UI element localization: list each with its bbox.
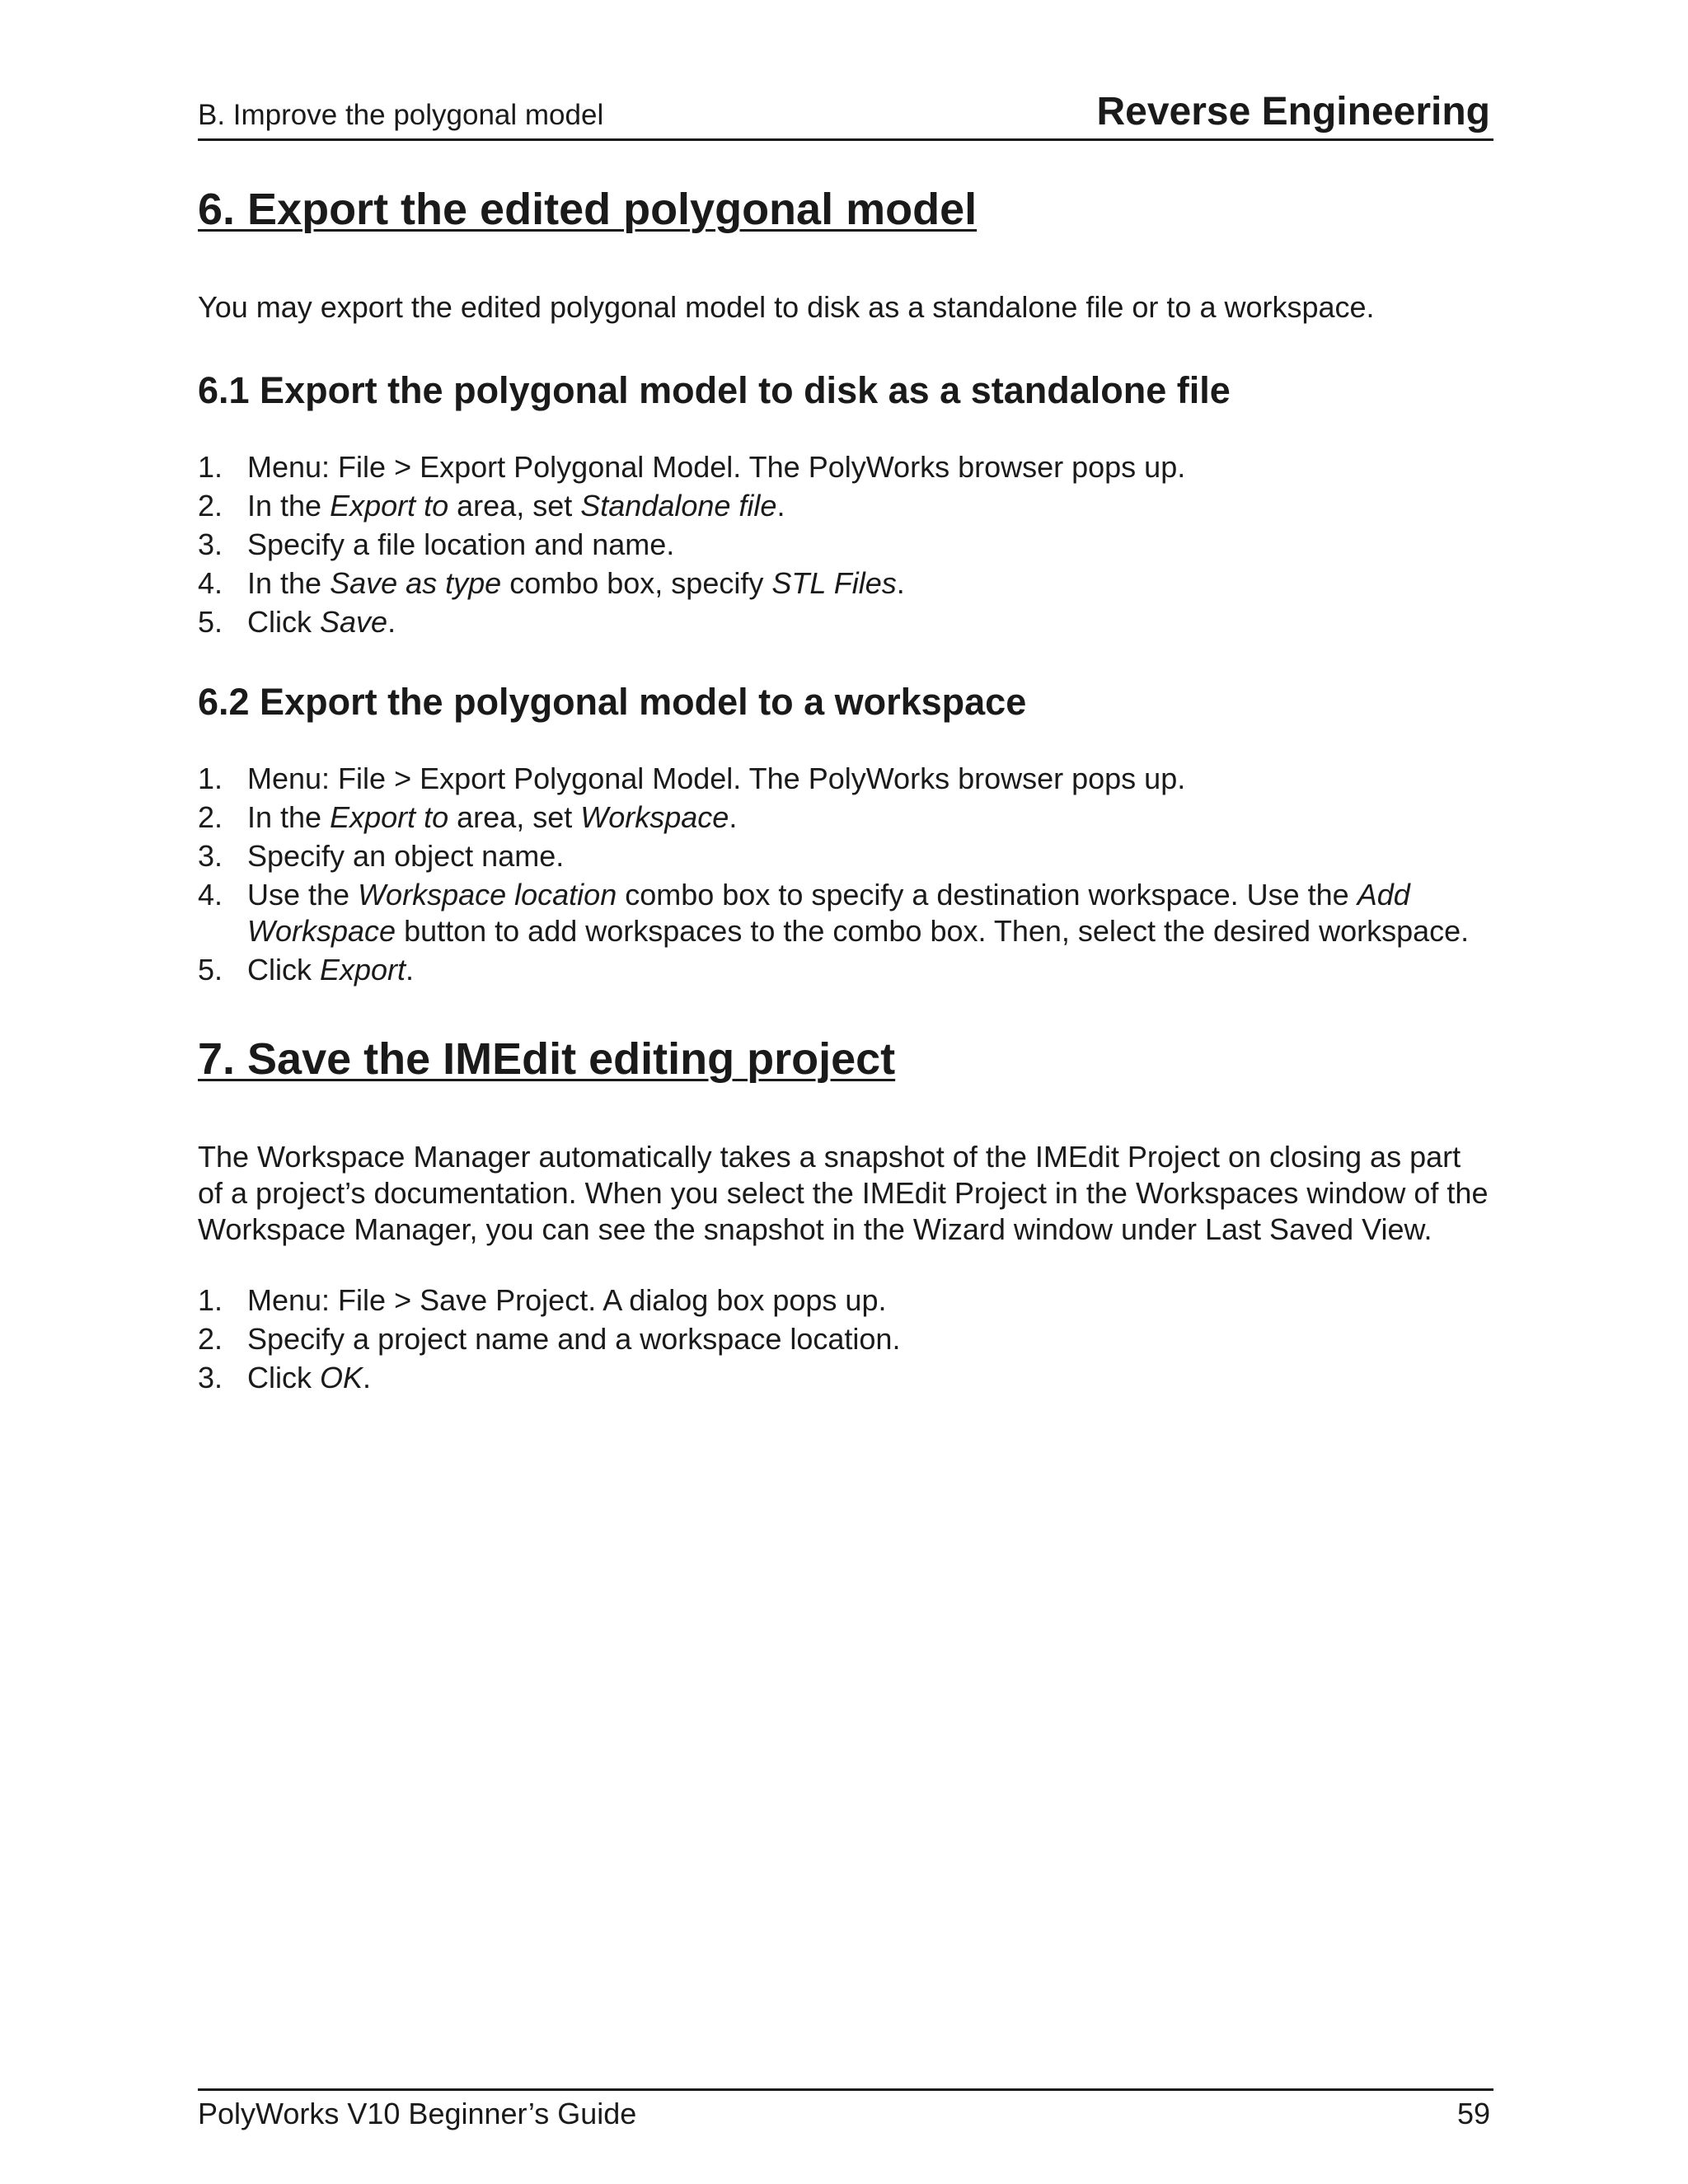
emphasized-term: STL Files — [771, 565, 897, 600]
section-7-intro: The Workspace Manager automatically takes a snapshot of the IMEdit Project on closing as part of a project’s documentation. When you select the IMEdit Project in the Workspaces window of the Workspace Manager, you can see the snapshot in the Wizard window under Last Saved View. — [198, 1139, 1489, 1246]
list-item-text: Specify a file location and name. — [247, 527, 675, 561]
list-item-text: Menu: File > Export Polygonal Model. The PolyWorks browser pops up. — [247, 761, 1186, 795]
emphasized-term: Workspace — [580, 799, 729, 834]
list-item — [198, 565, 1493, 602]
list-item-text: Click — [247, 952, 320, 987]
list-item-number: 3. — [198, 838, 223, 873]
section-7-heading: 7. Save the IMEdit editing project — [198, 1033, 896, 1084]
list-item-text: Menu: File > Save Project. A dialog box pops up. — [247, 1282, 887, 1317]
document-page — [198, 0, 1493, 2184]
emphasized-term: Standalone file — [580, 488, 777, 523]
list-item-number: 4. — [198, 565, 223, 600]
list-item-text: In the — [247, 488, 331, 523]
list-item-text: Click — [247, 1360, 320, 1394]
list-item — [198, 1360, 1493, 1396]
emphasized-term: Save as type — [330, 565, 502, 600]
list-item-text: . — [406, 952, 415, 987]
section-6-heading: 6. Export the edited polygonal model — [198, 185, 978, 234]
subsection-6-1-heading: 6.1 Export the polygonal model to disk as a standalone file — [198, 368, 1231, 411]
list-item-number: 2. — [198, 488, 223, 523]
list-item-text: button to add workspaces to the combo box. Then, select the desired workspace. — [396, 913, 1470, 948]
list-item-number: 1. — [198, 1282, 223, 1317]
list-item-text: combo box to specify a destination workspace. Use the — [617, 877, 1357, 912]
list-item-number: 5. — [198, 604, 223, 639]
list-item — [198, 799, 1493, 836]
emphasized-term: Save — [320, 604, 388, 639]
header-section-label: B. Improve the polygonal model — [198, 99, 604, 131]
list-item-text: . — [776, 488, 785, 523]
list-item-number: 2. — [198, 799, 223, 834]
list-item-text: Click — [247, 604, 320, 639]
header-chapter-title: Reverse Engineering — [1096, 90, 1490, 134]
footer-guide-title: PolyWorks V10 Beginner’s Guide — [198, 2097, 637, 2130]
list-item-text: In the — [247, 799, 331, 834]
list-item — [198, 1321, 1493, 1357]
list-item-number: 5. — [198, 952, 223, 987]
list-item-text: Specify a project name and a workspace location. — [247, 1321, 901, 1356]
list-item-text: Menu: File > Export Polygonal Model. The PolyWorks browser pops up. — [247, 449, 1186, 484]
emphasized-term: OK — [320, 1360, 363, 1394]
subsection-6-1-steps — [198, 449, 1493, 640]
list-item-text: . — [896, 565, 905, 600]
list-item-text: combo box, specify — [501, 565, 772, 600]
list-item — [198, 761, 1493, 797]
list-item-text: area, set — [448, 488, 581, 523]
page-header — [198, 86, 1493, 141]
page-content — [198, 183, 1493, 1399]
list-item-text: Specify an object name. — [247, 838, 565, 873]
list-item-number: 4. — [198, 877, 223, 912]
list-item-text: . — [363, 1360, 372, 1394]
list-item — [198, 838, 1493, 874]
list-item-number: 2. — [198, 1321, 223, 1356]
emphasized-term: Workspace location — [358, 877, 617, 912]
list-item — [198, 952, 1493, 988]
list-item-number: 3. — [198, 527, 223, 561]
section-6-intro: You may export the edited polygonal model to disk as a standalone file or to a workspace. — [198, 289, 1375, 324]
subsection-6-2-heading: 6.2 Export the polygonal model to a workspace — [198, 680, 1027, 723]
list-item-text: In the — [247, 565, 331, 600]
emphasized-term: Export to — [330, 799, 449, 834]
list-item — [198, 604, 1493, 640]
emphasized-term: Add Workspace — [247, 877, 1410, 948]
page-number: 59 — [1456, 2097, 1490, 2130]
list-item — [198, 488, 1493, 524]
list-item-text: . — [387, 604, 396, 639]
subsection-6-2-steps — [198, 761, 1493, 988]
list-item — [198, 877, 1493, 949]
list-item — [198, 1282, 1493, 1319]
page-footer — [198, 2088, 1493, 2130]
list-item-text: Use the — [247, 877, 359, 912]
section-7-steps — [198, 1282, 1493, 1396]
emphasized-term: Export — [320, 952, 406, 987]
list-item-text: area, set — [448, 799, 581, 834]
list-item — [198, 527, 1493, 563]
list-item-number: 3. — [198, 1360, 223, 1394]
list-item-number: 1. — [198, 761, 223, 795]
emphasized-term: Export to — [330, 488, 449, 523]
list-item-text: . — [729, 799, 738, 834]
list-item — [198, 449, 1493, 485]
list-item-number: 1. — [198, 449, 223, 484]
